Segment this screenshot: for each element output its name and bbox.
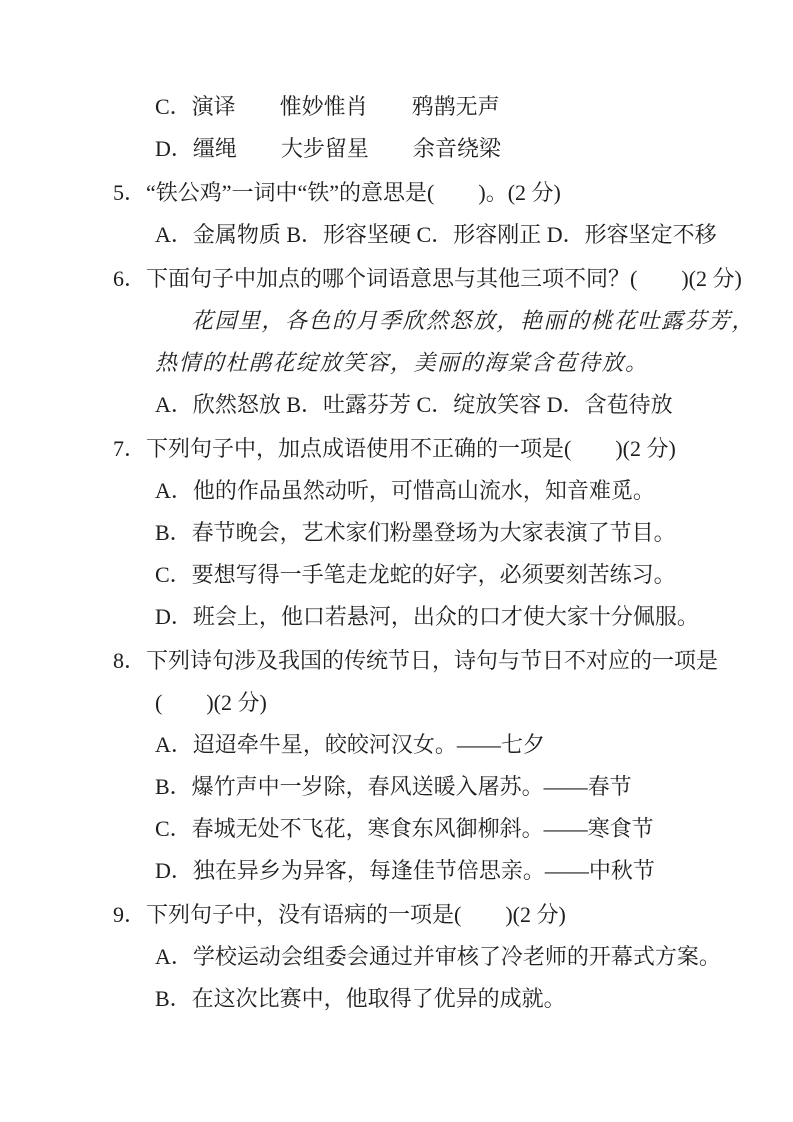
question-7-stem: 7．下列句子中，加点成语使用不正确的一项是( )(2 分)	[113, 436, 676, 461]
question-9-stem: 9．下列句子中，没有语病的一项是( )(2 分)	[113, 902, 566, 927]
question-9-option-a: A．学校运动会组委会通过并审核了冷老师的开幕式方案。	[155, 944, 721, 969]
question-8-option-c: C．春城无处不飞花，寒食东风御柳斜。——寒食节	[155, 816, 654, 841]
question-7-option-b: B．春节晚会，艺术家们粉墨登场为大家表演了节目。	[155, 520, 676, 545]
question-8-stem-line-1: 8．下列诗句涉及我国的传统节日，诗句与节日不对应的一项是	[113, 648, 719, 673]
question-6-passage-line-2: 热情的杜鹃花绽放笑容，美丽的海棠含苞待放。	[155, 350, 649, 375]
page-content	[0, 84, 793, 1020]
question-4	[0, 86, 793, 170]
question-8-option-a: A．迢迢牵牛星，皎皎河汉女。——七夕	[155, 732, 545, 757]
question-7-option-d: D．班会上，他口若悬河，出众的口才使大家十分佩服。	[155, 604, 699, 629]
question-4-option-d: D．缰绳 大步留星 余音绕梁	[155, 136, 501, 161]
question-7-option-c: C．要想写得一手笔走龙蛇的好字，必须要刻苦练习。	[155, 562, 676, 587]
question-8-option-b: B．爆竹声中一岁除，春风送暖入屠苏。——春节	[155, 774, 632, 799]
question-6-passage-line-1: 花园里，各色的月季欣然怒放，艳丽的桃花吐露芬芳，	[191, 308, 756, 333]
question-6-stem: 6．下面句子中加点的哪个词语意思与其他三项不同？( )(2 分)	[113, 266, 742, 291]
question-6-options: A．欣然怒放 B．吐露芬芳 C．绽放笑容 D．含苞待放	[155, 392, 673, 417]
question-8-option-d: D．独在异乡为异客，每逢佳节倍思亲。——中秋节	[155, 858, 655, 883]
question-7	[0, 428, 793, 638]
question-4-option-c: C．演译 惟妙惟肖 鸦鹊无声	[155, 94, 500, 119]
question-9	[0, 894, 793, 1020]
question-8-stem-line-2: ( )(2 分)	[155, 690, 267, 715]
question-5-stem: 5．“铁公鸡”一词中“铁”的意思是( )。(2 分)	[113, 180, 561, 205]
question-5	[0, 172, 793, 256]
question-6	[0, 258, 793, 426]
question-5-options: A．金属物质 B．形容坚硬 C．形容刚正 D．形容坚定不移	[155, 222, 717, 247]
question-9-option-b: B．在这次比赛中，他取得了优异的成就。	[155, 986, 566, 1011]
question-7-option-a: A．他的作品虽然动听，可惜高山流水，知音难觅。	[155, 478, 655, 503]
question-8	[0, 640, 793, 892]
